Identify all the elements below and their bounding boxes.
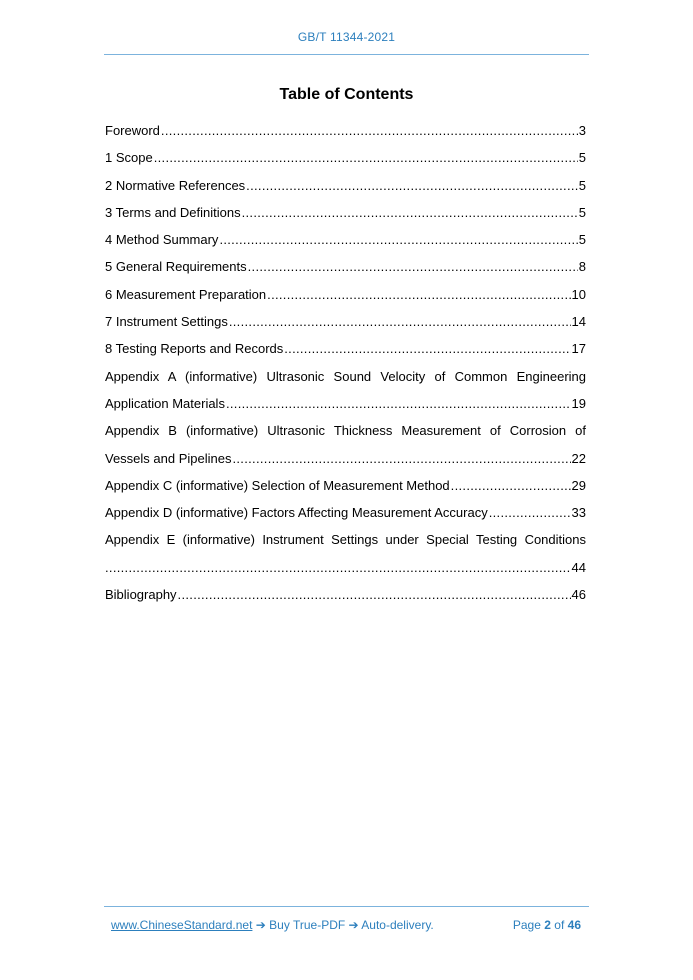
toc-entry-bibliography[interactable]	[105, 581, 586, 608]
toc-entry-label: 5 General Requirements	[105, 259, 247, 275]
dot-leader	[105, 554, 571, 581]
standard-number: GB/T 11344-2021	[297, 30, 396, 44]
auto-delivery-text: Auto-delivery.	[361, 918, 434, 932]
toc-entry-page: 5	[578, 232, 586, 248]
toc-entry-page: 14	[571, 314, 586, 330]
toc-entry-page: 46	[571, 587, 586, 603]
toc-entry-page: 10	[571, 286, 586, 302]
footer-promo	[111, 918, 434, 932]
toc-entry-label: 4 Method Summary	[105, 232, 219, 248]
dot-leader	[267, 281, 570, 308]
dot-leader	[154, 144, 578, 171]
total-pages: 46	[567, 918, 581, 932]
toc-entry-page: 5	[578, 204, 586, 220]
toc-entry-page: 3	[578, 123, 586, 138]
toc-entry-page: 33	[571, 505, 586, 521]
toc-entry-page: 8	[578, 259, 586, 275]
toc-entry-label: Vessels and Pipelines	[105, 450, 232, 466]
toc-entry-label: Foreword	[105, 123, 160, 138]
toc-entry-page: 44	[571, 559, 586, 575]
dot-leader	[226, 390, 571, 417]
dot-leader	[242, 199, 578, 226]
toc-entry-label: 7 Instrument Settings	[105, 314, 228, 330]
toc-entry-normative-references[interactable]	[105, 172, 586, 199]
dot-leader	[161, 117, 578, 144]
dot-leader	[178, 581, 571, 608]
toc-entry-instrument-settings[interactable]	[105, 308, 586, 335]
toc-entry-general-requirements[interactable]	[105, 253, 586, 280]
page-indicator	[513, 918, 581, 932]
toc-entry-label: 3 Terms and Definitions	[105, 204, 241, 220]
toc-entry-page: 17	[571, 341, 586, 357]
toc-entry-method-summary[interactable]	[105, 226, 586, 253]
toc-entry-page: 19	[571, 395, 586, 411]
document-footer	[111, 918, 581, 932]
toc-entry-page: 22	[571, 450, 586, 466]
toc-entry-label: Bibliography	[105, 587, 177, 603]
toc-entry-foreword[interactable]	[105, 117, 586, 144]
dot-leader	[219, 226, 577, 253]
toc-entry-label-line1: Appendix A (informative) Ultrasonic Sound Velocity of Common Engineering	[105, 368, 586, 384]
toc-entry-label: 1 Scope	[105, 150, 153, 166]
toc-entry-appendix-b[interactable]	[105, 417, 586, 472]
toc-entry-label: 8 Testing Reports and Records	[105, 341, 284, 357]
toc-entry-label: Appendix D (informative) Factors Affecting Measurement Accuracy	[105, 505, 488, 521]
toc-entry-scope[interactable]	[105, 144, 586, 171]
toc-entry-page: 29	[571, 477, 586, 493]
arrow-right-icon: ➔	[348, 918, 359, 932]
toc-entry-label-line1: Appendix B (informative) Ultrasonic Thickness Measurement of Corrosion of	[105, 423, 586, 439]
toc-entry-appendix-d[interactable]	[105, 499, 586, 526]
toc-entry-appendix-a[interactable]	[105, 363, 586, 418]
toc-entry-page: 5	[578, 177, 586, 193]
table-of-contents	[105, 117, 586, 608]
toc-entry-label-line1: Appendix E (informative) Instrument Settings under Special Testing Conditions	[105, 532, 586, 548]
footer-divider	[104, 906, 589, 907]
toc-entry-appendix-e[interactable]	[105, 526, 586, 581]
header-divider	[104, 54, 589, 55]
toc-entry-measurement-preparation[interactable]	[105, 281, 586, 308]
dot-leader	[248, 253, 578, 280]
of-word: of	[554, 918, 565, 932]
document-header	[0, 30, 693, 44]
dot-leader	[229, 308, 571, 335]
arrow-right-icon: ➔	[255, 918, 266, 932]
dot-leader	[451, 472, 571, 499]
website-link[interactable]: www.ChineseStandard.net	[111, 918, 253, 932]
toc-entry-testing-reports[interactable]	[105, 335, 586, 362]
dot-leader	[232, 445, 570, 472]
toc-entry-label: 2 Normative References	[105, 177, 246, 193]
toc-entry-label: Application Materials	[105, 395, 225, 411]
toc-entry-page: 5	[578, 150, 586, 166]
toc-entry-terms-and-definitions[interactable]	[105, 199, 586, 226]
toc-entry-label: Appendix C (informative) Selection of Measurement Method	[105, 477, 450, 493]
toc-entry-label: 6 Measurement Preparation	[105, 286, 267, 302]
current-page: 2	[544, 918, 551, 932]
dot-leader	[246, 172, 578, 199]
buy-true-pdf-text: Buy True-PDF	[269, 918, 346, 932]
dot-leader	[284, 335, 570, 362]
dot-leader	[489, 499, 571, 526]
toc-entry-appendix-c[interactable]	[105, 472, 586, 499]
toc-title: Table of Contents	[279, 86, 414, 103]
page-word: Page	[512, 918, 541, 932]
